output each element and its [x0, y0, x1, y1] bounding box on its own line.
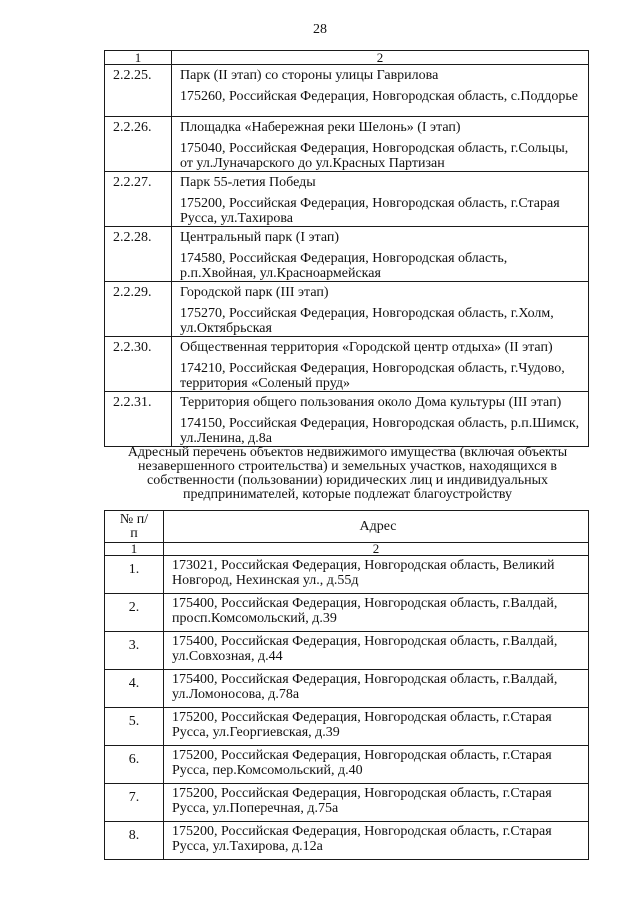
row-content	[172, 337, 589, 392]
object-address: 174150, Российская Федерация, Новгородская область, р.п.Шимск, ул.Ленина, д.8а	[180, 416, 580, 446]
table-row	[105, 337, 589, 392]
row-address: 175200, Российская Федерация, Новгородская область, г.Старая Русса, пер.Комсомольский, д.40	[164, 746, 589, 784]
object-name: Площадка «Набережная реки Шелонь» (I этап)	[180, 120, 461, 135]
table-row	[105, 670, 589, 708]
row-number: 2.	[105, 594, 164, 632]
row-address: 175200, Российская Федерация, Новгородская область, г.Старая Русса, ул.Поперечная, д.75а	[164, 784, 589, 822]
row-content	[172, 65, 589, 117]
row-address: 175400, Российская Федерация, Новгородская область, г.Валдай, ул.Ломоносова, д.78а	[164, 670, 589, 708]
row-number: 3.	[105, 632, 164, 670]
row-number-text: 2.2.25.	[113, 68, 152, 83]
row-number	[105, 392, 172, 447]
row-number: 1.	[105, 556, 164, 594]
row-address: 173021, Российская Федерация, Новгородская область, Великий Новгород, Нехинская ул., д.55д	[164, 556, 589, 594]
object-name: Территория общего пользования около Дома культуры (III этап)	[180, 395, 562, 410]
row-content	[172, 282, 589, 337]
row-number-text: 2.2.29.	[113, 285, 152, 300]
object-address: 175260, Российская Федерация, Новгородская область, с.Поддорье	[180, 89, 578, 104]
table-row	[105, 594, 589, 632]
column-number: 1	[105, 51, 172, 65]
row-number-text: 2.2.30.	[113, 340, 152, 355]
table-row	[105, 65, 589, 117]
row-address: 175400, Российская Федерация, Новгородская область, г.Валдай, просп.Комсомольский, д.39	[164, 594, 589, 632]
row-number: 7.	[105, 784, 164, 822]
row-number: 8.	[105, 822, 164, 860]
table-row	[105, 822, 589, 860]
object-name: Центральный парк (I этап)	[180, 230, 340, 245]
table-row	[105, 392, 589, 447]
column-number: 1	[105, 543, 164, 556]
row-number	[105, 65, 172, 117]
table-row	[105, 708, 589, 746]
table-row	[105, 117, 589, 172]
row-content	[172, 117, 589, 172]
table-row	[105, 784, 589, 822]
row-number	[105, 117, 172, 172]
row-address: 175200, Российская Федерация, Новгородская область, г.Старая Русса, ул.Георгиевская, д.39	[164, 708, 589, 746]
table-row	[105, 227, 589, 282]
column-number-row	[105, 543, 589, 556]
row-number	[105, 337, 172, 392]
header-number	[105, 511, 164, 543]
row-content	[172, 392, 589, 447]
row-number	[105, 227, 172, 282]
table-row	[105, 282, 589, 337]
table-row	[105, 556, 589, 594]
row-content	[172, 172, 589, 227]
row-number: 5.	[105, 708, 164, 746]
object-address: 174210, Российская Федерация, Новгородская область, г.Чудово, территория «Соленый пруд»	[180, 361, 565, 391]
object-name: Городской парк (III этап)	[180, 285, 329, 300]
object-name: Общественная территория «Городской центр отдыха» (II этап)	[180, 340, 553, 355]
row-number	[105, 172, 172, 227]
object-address: 175040, Российская Федерация, Новгородская область, г.Сольцы, от ул.Луначарского до ул.Красных Партизан	[180, 141, 569, 171]
object-address: 175200, Российская Федерация, Новгородская область, г.Старая Русса, ул.Тахирова	[180, 196, 560, 226]
row-number: 6.	[105, 746, 164, 784]
row-number: 4.	[105, 670, 164, 708]
object-name: Парк (II этап) со стороны улицы Гаврилова	[180, 68, 439, 83]
column-number-row	[105, 51, 589, 65]
row-address: 175400, Российская Федерация, Новгородская область, г.Валдай, ул.Совхозная, д.44	[164, 632, 589, 670]
address-table	[104, 510, 589, 860]
row-content	[172, 227, 589, 282]
row-number-text: 2.2.31.	[113, 395, 152, 410]
row-number-text: 2.2.26.	[113, 120, 152, 135]
table-header-row	[105, 511, 589, 543]
column-number: 2	[164, 543, 589, 556]
row-address: 175200, Российская Федерация, Новгородская область, г.Старая Русса, ул.Тахирова, д.12а	[164, 822, 589, 860]
object-name: Парк 55-летия Победы	[180, 175, 316, 190]
column-number: 2	[172, 51, 589, 65]
header-address: Адрес	[164, 511, 589, 543]
row-number	[105, 282, 172, 337]
page-number: 28	[313, 22, 327, 37]
table-row	[105, 746, 589, 784]
row-number-text: 2.2.27.	[113, 175, 152, 190]
object-address: 174580, Российская Федерация, Новгородская область, р.п.Хвойная, ул.Красноармейская	[180, 251, 508, 281]
row-number-text: 2.2.28.	[113, 230, 152, 245]
header-number-label: № п/п	[119, 511, 149, 541]
object-address: 175270, Российская Федерация, Новгородская область, г.Холм, ул.Октябрьская	[180, 306, 554, 336]
table-row	[105, 632, 589, 670]
section-heading: Адресный перечень объектов недвижимого имущества (включая объекты незавершенного строительства) и земельных участков, находящихся в собственности (пользовании) юридических лиц и индивидуальных предпринимателей, которые подлежат благоустройству	[127, 445, 568, 502]
table-row	[105, 172, 589, 227]
objects-table	[104, 50, 589, 447]
